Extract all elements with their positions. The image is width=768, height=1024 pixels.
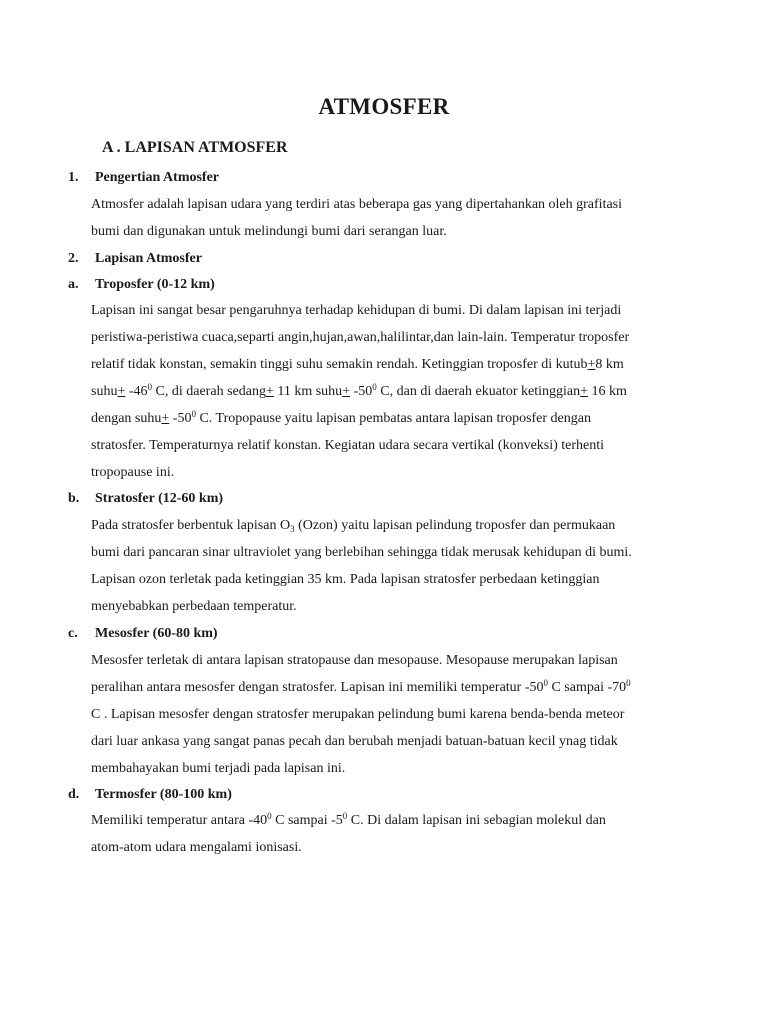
page-title: ATMOSFER	[318, 94, 450, 119]
text-line: Lapisan ozon terletak pada ketinggian 35 km. Pada lapisan stratosfer perbedaan ketinggian	[91, 572, 600, 587]
paragraph-mesosfer	[91, 647, 691, 782]
text-line: suhu+ $-46^0$ C, di daerah sedang+ 11 km suhu+ $-50^0$ C, dan di daerah ekuator ketinggian+ 16 km	[91, 382, 627, 399]
text-line: membahayakan bumi terjadi pada lapisan ini.	[91, 761, 346, 776]
text-line: dari luar ankasa yang sangat panas pecah dan berubah menjadi batuan-batuan kecil ynag tidak	[91, 734, 618, 749]
text-line: C . Lapisan mesosfer dengan stratosfer merupakan pelindung bumi karena benda-benda meteor	[91, 707, 625, 722]
text-line: peralihan antara mesosfer dengan stratosfer. Lapisan ini memiliki temperatur $-50^0$ C sampai $-70^0$	[91, 678, 631, 695]
text-line: Pada stratosfer berbentuk lapisan $O_3$ (Ozon) yaitu lapisan pelindung troposfer dan permukaan	[91, 518, 616, 534]
section-heading: A . LAPISAN ATMOSFER	[102, 139, 288, 156]
text-line: Memiliki temperatur antara $-40^0$ C sampai $-5^0$ C. Di dalam lapisan ini sebagian molekul dan	[91, 811, 606, 828]
text-line: bumi dan digunakan untuk melindungi bumi dari serangan luar.	[91, 224, 447, 239]
paragraph-pengertian	[91, 191, 691, 245]
degree-symbol: 0	[342, 811, 348, 821]
heading-number: 1.	[68, 170, 79, 185]
heading-text: Troposfer (0-12 km)	[95, 277, 215, 292]
degree-symbol: 0	[372, 382, 377, 392]
heading-mesosfer	[68, 626, 218, 642]
plus-minus-symbol: +	[587, 357, 596, 372]
heading-stratosfer	[68, 491, 223, 507]
degree-symbol: 0	[626, 678, 631, 688]
text-line: dengan suhu+ $-50^0$ C. Tropopause yaitu lapisan pembatas antara lapisan troposfer dengan	[91, 409, 591, 426]
degree-symbol: 0	[543, 678, 549, 688]
text-line: peristiwa-peristiwa cuaca,separti angin,hujan,awan,halilintar,dan lain-lain. Temperatur troposfer	[91, 330, 630, 345]
heading-number: 2.	[68, 251, 79, 266]
heading-lapisan	[68, 251, 202, 267]
text-line: stratosfer. Temperaturnya relatif konstan. Kegiatan udara secara vertikal (konveksi) terhenti	[91, 438, 605, 453]
text-line: tropopause ini.	[91, 465, 175, 480]
paragraph-troposfer	[91, 297, 691, 486]
paragraph-stratosfer	[91, 512, 691, 620]
plus-minus-symbol: +	[342, 384, 351, 399]
heading-troposfer	[68, 277, 215, 293]
plus-minus-symbol: +	[580, 384, 588, 399]
paragraph-termosfer	[91, 807, 691, 861]
plus-minus-symbol: +	[265, 384, 274, 399]
heading-text: Mesosfer (60-80 km)	[95, 626, 218, 641]
degree-symbol: 0	[147, 382, 153, 392]
plus-minus-symbol: +	[161, 411, 170, 426]
heading-pengertian	[68, 170, 219, 186]
subscript-three: 3	[290, 524, 295, 534]
degree-symbol: 0	[191, 409, 196, 419]
text-line: relatif tidak konstan, semakin tinggi suhu semakin rendah. Ketinggian troposfer di kutub+8 km	[91, 357, 624, 372]
text-line: bumi dari pancaran sinar ultraviolet yang berlebihan sehingga tidak merusak kehidupan di bumi.	[91, 545, 632, 560]
degree-symbol: 0	[267, 811, 272, 821]
heading-text: Termosfer (80-100 km)	[95, 787, 232, 802]
heading-number: c.	[68, 626, 78, 641]
heading-text: Stratosfer (12-60 km)	[95, 491, 224, 506]
heading-text: Lapisan Atmosfer	[95, 251, 202, 266]
heading-number: b.	[68, 491, 80, 506]
text-line: Atmosfer adalah lapisan udara yang terdiri atas beberapa gas yang dipertahankan oleh grafitasi	[91, 197, 623, 212]
text-line: atom-atom udara mengalami ionisasi.	[91, 840, 302, 855]
text-line: Mesosfer terletak di antara lapisan stratopause dan mesopause. Mesopause merupakan lapisan	[91, 653, 618, 668]
heading-text: Pengertian Atmosfer	[95, 170, 220, 185]
plus-minus-symbol: +	[117, 384, 126, 399]
text-line: menyebabkan perbedaan temperatur.	[91, 599, 297, 614]
heading-number: d.	[68, 787, 80, 802]
heading-termosfer	[68, 787, 232, 803]
text-line: Lapisan ini sangat besar pengaruhnya terhadap kehidupan di bumi. Di dalam lapisan ini terjadi	[91, 303, 622, 318]
heading-number: a.	[68, 277, 79, 292]
